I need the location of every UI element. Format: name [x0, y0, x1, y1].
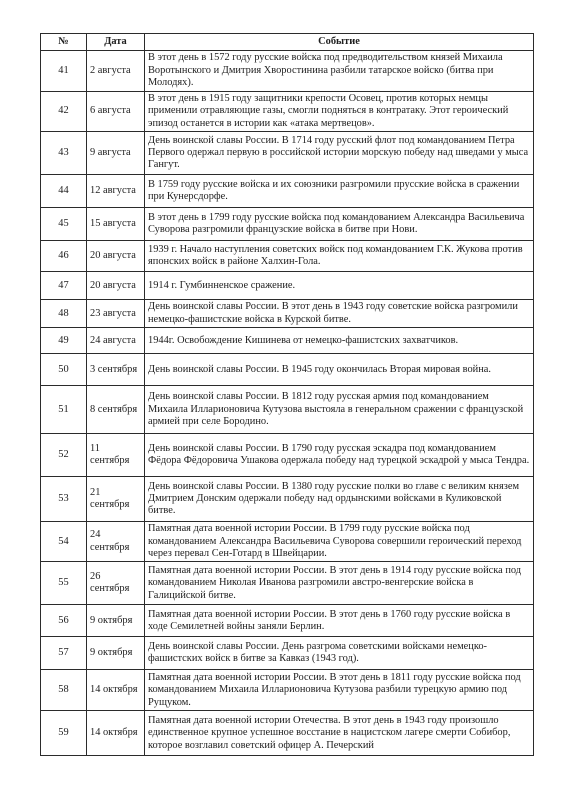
row-number: 42 — [41, 92, 87, 132]
row-number: 51 — [41, 386, 87, 434]
row-number: 52 — [41, 434, 87, 477]
header-event: Событие — [145, 34, 534, 51]
table-row — [41, 132, 534, 175]
row-event: 1914 г. Гумбинненское сражение. — [145, 272, 534, 300]
table-row — [41, 272, 534, 300]
table-row — [41, 208, 534, 241]
row-date: 3 сентября — [87, 354, 145, 386]
table-row — [41, 175, 534, 208]
row-date: 23 августа — [87, 300, 145, 328]
row-event: День воинской славы России. В этот день в 1943 году советские войска разгромили немецко-фашистские войска в Курской битве. — [145, 300, 534, 328]
row-date: 15 августа — [87, 208, 145, 241]
row-number: 56 — [41, 605, 87, 637]
row-event: День воинской славы России. В 1380 году русские полки во главе с великим князем Дмитрием Донским одержали победу над ордынскими войсками в Куликовской битве. — [145, 477, 534, 522]
row-date: 14 октября — [87, 670, 145, 711]
row-date: 20 августа — [87, 272, 145, 300]
row-date: 12 августа — [87, 175, 145, 208]
row-number: 46 — [41, 241, 87, 272]
row-number: 45 — [41, 208, 87, 241]
row-number: 49 — [41, 328, 87, 354]
row-date: 9 октября — [87, 605, 145, 637]
row-event: 1939 г. Начало наступления советских войск под командованием Г.К. Жукова против японских войск в районе Халхин-Гола. — [145, 241, 534, 272]
row-date: 21 сентября — [87, 477, 145, 522]
table-row — [41, 300, 534, 328]
row-date: 14 октября — [87, 711, 145, 756]
row-event: Памятная дата военной истории России. В этот день в 1811 году русские войска под командованием Михаила Илларионовича Кутузова разбили турецкую армию под Рущуком. — [145, 670, 534, 711]
table-body — [41, 51, 534, 756]
row-date: 9 октября — [87, 637, 145, 670]
table-row — [41, 92, 534, 132]
row-event: 1944г. Освобождение Кишинева от немецко-фашистских захватчиков. — [145, 328, 534, 354]
row-event: День воинской славы России. В 1945 году окончилась Вторая мировая война. — [145, 354, 534, 386]
table-row — [41, 637, 534, 670]
row-number: 48 — [41, 300, 87, 328]
table-row — [41, 434, 534, 477]
row-number: 53 — [41, 477, 87, 522]
header-date: Дата — [87, 34, 145, 51]
table-row — [41, 354, 534, 386]
row-event: День воинской славы России. В 1790 году русская эскадра под командованием Фёдора Фёдоровича Ушакова одержала победу над турецкой эскадрой у мыса Тендра. — [145, 434, 534, 477]
table-row — [41, 562, 534, 605]
table-row — [41, 522, 534, 562]
row-number: 57 — [41, 637, 87, 670]
row-date: 6 августа — [87, 92, 145, 132]
row-date: 26 сентября — [87, 562, 145, 605]
row-number: 50 — [41, 354, 87, 386]
row-date: 11 сентября — [87, 434, 145, 477]
row-event: День воинской славы России. В 1812 году русская армия под командованием Михаила Илларионовича Кутузова выстояла в генеральном сражении с французской армией при селе Бородино. — [145, 386, 534, 434]
events-table — [40, 33, 534, 756]
header-number: № — [41, 34, 87, 51]
row-number: 41 — [41, 51, 87, 92]
header-row — [41, 34, 534, 51]
row-event: Памятная дата военной истории России. В 1799 году русские войска под командованием Александра Васильевича Суворова совершили героический переход через перевал Сен-Готард в Швейцарии. — [145, 522, 534, 562]
document-page — [40, 33, 533, 756]
table-row — [41, 477, 534, 522]
row-number: 54 — [41, 522, 87, 562]
row-event: Памятная дата военной истории России. В этот день в 1760 году русские войска в ходе Семилетней войны заняли Берлин. — [145, 605, 534, 637]
row-date: 20 августа — [87, 241, 145, 272]
row-event: В этот день в 1799 году русские войска под командованием Александра Васильевича Суворова разгромили французские войска в битве при Нови. — [145, 208, 534, 241]
row-number: 59 — [41, 711, 87, 756]
row-date: 24 августа — [87, 328, 145, 354]
row-number: 43 — [41, 132, 87, 175]
row-number: 44 — [41, 175, 87, 208]
row-event: В этот день в 1915 году защитники крепости Осовец, против которых немцы применили отравляющие газы, смогли подняться в контратаку. Этот героический эпизод останется в истории как «атака мертвецов». — [145, 92, 534, 132]
table-row — [41, 328, 534, 354]
row-event: День воинской славы России. В 1714 году русский флот под командованием Петра Первого одержал первую в российской истории морскую победу над шведами у мыса Гангут. — [145, 132, 534, 175]
row-date: 2 августа — [87, 51, 145, 92]
row-number: 55 — [41, 562, 87, 605]
row-event: В этот день в 1572 году русские войска под предводительством князей Михаила Воротынского и Дмитрия Хворостинина разбили татарское войско (битва при Молодях). — [145, 51, 534, 92]
row-event: День воинской славы России. День разгрома советскими войсками немецко-фашистских войск в битве за Кавказ (1943 год). — [145, 637, 534, 670]
row-number: 58 — [41, 670, 87, 711]
table-row — [41, 386, 534, 434]
row-date: 24 сентября — [87, 522, 145, 562]
table-row — [41, 605, 534, 637]
row-event: Памятная дата военной истории России. В этот день в 1914 году русские войска под командованием Николая Иванова разгромили австро-венгерские войска в Галицийской битве. — [145, 562, 534, 605]
row-date: 8 сентября — [87, 386, 145, 434]
table-header — [41, 34, 534, 51]
table-row — [41, 711, 534, 756]
table-row — [41, 51, 534, 92]
table-row — [41, 241, 534, 272]
row-number: 47 — [41, 272, 87, 300]
table-row — [41, 670, 534, 711]
row-date: 9 августа — [87, 132, 145, 175]
row-event: В 1759 году русские войска и их союзники разгромили прусские войска в сражении при Кунерсдорфе. — [145, 175, 534, 208]
row-event: Памятная дата военной истории Отечества. В этот день в 1943 году произошло единственное крупное успешное восстание в нацистском лагере смерти Собибор, которое возглавил советский офицер А. Печерский — [145, 711, 534, 756]
